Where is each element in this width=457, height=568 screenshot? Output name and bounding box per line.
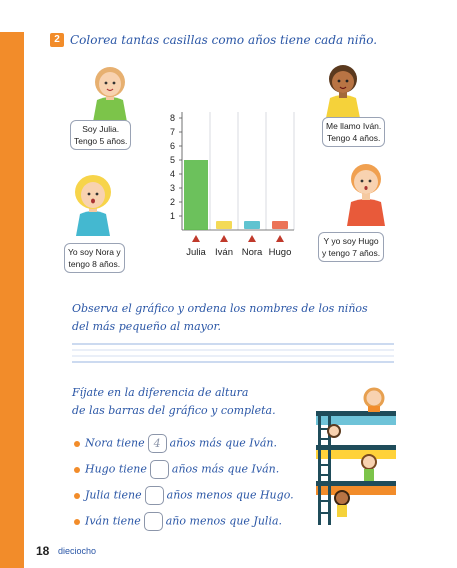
y-tick-label: 6 xyxy=(169,141,175,151)
bunk-beds-illustration xyxy=(312,385,398,525)
y-tick-label: 2 xyxy=(169,197,175,207)
y-tick-label: 3 xyxy=(169,183,175,193)
order-instruction-line1: Observa el gráfico y ordena los nombres de los niños xyxy=(72,302,368,315)
difference-item: Nora tiene 4 años más que Iván. xyxy=(74,434,277,453)
age-bar-chart xyxy=(160,100,300,260)
answer-box[interactable]: 4 xyxy=(148,434,167,453)
difference-item: Iván tiene año menos que Julia. xyxy=(74,512,282,531)
answer-writing-lines[interactable] xyxy=(72,342,394,364)
julia-illustration xyxy=(85,62,135,122)
task-instruction: Colorea tantas casillas como años tiene cada niño. xyxy=(70,33,378,47)
bullet-icon xyxy=(74,519,80,525)
ivan-speech-bubble: Me llamo Iván. Tengo 4 años. xyxy=(322,117,385,147)
bullet-icon xyxy=(74,493,80,499)
chart-y-ticks xyxy=(170,113,182,221)
category-label: Hugo xyxy=(268,247,292,258)
y-tick-label: 8 xyxy=(169,113,175,123)
y-tick-label: 7 xyxy=(169,127,175,137)
answer-box[interactable] xyxy=(144,512,163,531)
difference-instruction-line2: de las barras del gráfico y completa. xyxy=(72,404,276,417)
answer-box[interactable] xyxy=(150,460,169,479)
hugo-illustration xyxy=(343,160,389,226)
hugo-speech-bubble: Y yo soy Hugo y tengo 7 años. xyxy=(318,232,384,262)
page-number-word: dieciocho xyxy=(58,546,97,556)
color-sample-iván xyxy=(216,221,232,229)
y-tick-label: 1 xyxy=(169,211,175,221)
order-instruction-line2: del más pequeño al mayor. xyxy=(72,320,222,333)
triangle-marker-icon xyxy=(276,235,284,242)
y-tick-label: 4 xyxy=(169,169,175,179)
bullet-icon xyxy=(74,441,80,447)
difference-instruction-line1: Fíjate en la diferencia de altura xyxy=(72,386,249,399)
triangle-marker-icon xyxy=(248,235,256,242)
triangle-marker-icon xyxy=(220,235,228,242)
triangle-marker-icon xyxy=(192,235,200,242)
category-label: Iván xyxy=(215,247,233,258)
bar-julia xyxy=(184,160,208,230)
ivan-illustration xyxy=(320,60,366,118)
answer-box[interactable] xyxy=(145,486,164,505)
julia-speech-bubble: Soy Julia. Tengo 5 años. xyxy=(70,120,131,150)
difference-item: Hugo tiene años más que Iván. xyxy=(74,460,279,479)
category-label: Julia xyxy=(186,247,206,258)
y-tick-label: 5 xyxy=(169,155,175,165)
nora-speech-bubble: Yo soy Nora y tengo 8 años. xyxy=(64,243,125,273)
difference-item: Julia tiene años menos que Hugo. xyxy=(74,486,294,505)
nora-illustration xyxy=(68,170,118,236)
chart-categories xyxy=(186,235,291,258)
category-label: Nora xyxy=(241,247,263,258)
page-number: 18 xyxy=(36,544,50,558)
bullet-icon xyxy=(74,467,80,473)
color-sample-hugo xyxy=(272,221,288,229)
page-side-band xyxy=(0,32,24,568)
chart-bars xyxy=(184,160,288,230)
color-sample-nora xyxy=(244,221,260,229)
task-number-badge: 2 xyxy=(50,33,64,47)
